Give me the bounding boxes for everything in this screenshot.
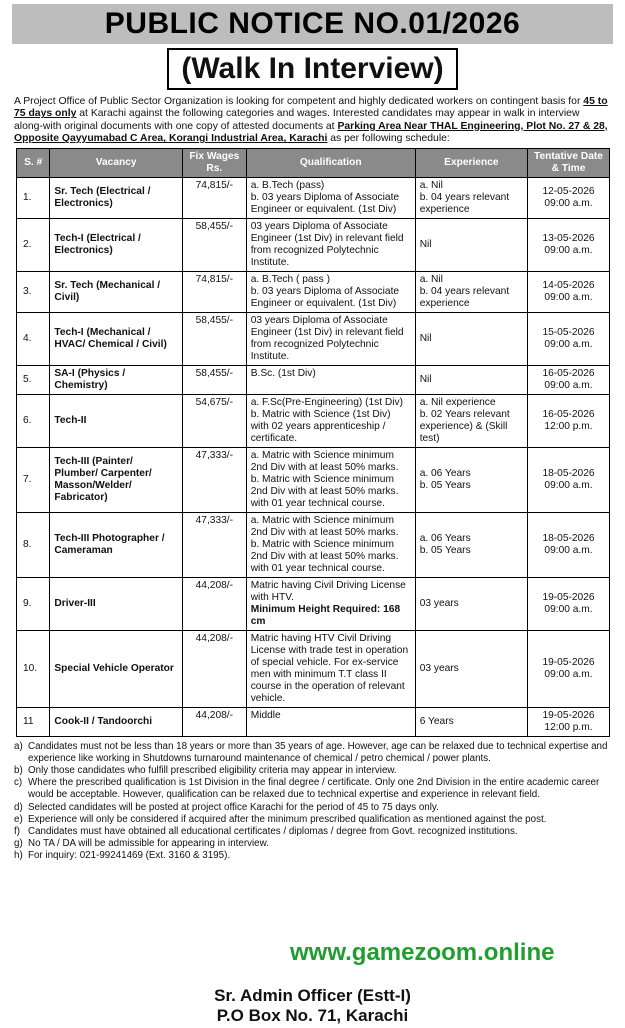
header-experience: Experience (415, 148, 527, 177)
row-date-time (528, 512, 610, 577)
note-key: d) (14, 801, 23, 813)
table-row (17, 630, 610, 707)
note-item (14, 741, 611, 765)
experience-line: b. 02 Years relevant experience) & (Skill test) (419, 408, 510, 444)
qualification-line: a. Matric with Science minimum 2nd Div with at least 50% marks. (250, 449, 399, 473)
qualification-line: Middle (250, 709, 281, 721)
table-row (17, 394, 610, 447)
qualification-line: a. F.Sc(Pre-Engineering) (1st Div) (250, 396, 403, 408)
row-time: 09:00 a.m. (544, 244, 593, 256)
header-qualification: Qualification (246, 148, 415, 177)
qualification-line: a. B.Tech (pass) (250, 179, 325, 191)
row-time: 09:00 a.m. (544, 668, 593, 680)
note-key: e) (14, 813, 23, 825)
row-number: 7. (17, 447, 50, 512)
row-experience (415, 630, 527, 707)
row-date: 19-05-2026 (542, 591, 595, 603)
row-qualification (246, 630, 415, 707)
row-wage: 44,208/- (182, 577, 246, 630)
row-time: 12:00 p.m. (544, 420, 593, 432)
row-vacancy: Cook-II / Tandoorchi (50, 707, 183, 736)
row-qualification (246, 271, 415, 312)
schedule-table (16, 148, 610, 737)
row-time: 12:00 p.m. (544, 721, 593, 733)
row-qualification (246, 447, 415, 512)
experience-line: b. 04 years relevant experience (419, 191, 510, 215)
page-subtitle: (Walk In Interview) (167, 48, 457, 90)
row-wage: 58,455/- (182, 312, 246, 365)
qualification-line: 03 years Diploma of Associate Engineer (1st Div) in relevant field from recognized Polytechnic Institute. (250, 220, 404, 268)
row-qualification (246, 177, 415, 218)
note-text: Experience will only be considered if acquired after the minimum prescribed qualification as mentioned against the post. (28, 813, 547, 825)
note-text: For inquiry: 021-99241469 (Ext. 3160 & 3195). (28, 850, 231, 862)
table-row (17, 177, 610, 218)
row-vacancy: Sr. Tech (Mechanical / Civil) (50, 271, 183, 312)
table-row (17, 218, 610, 271)
table-row (17, 447, 610, 512)
notice-page (0, 4, 625, 1028)
row-vacancy: Driver-III (50, 577, 183, 630)
row-wage: 44,208/- (182, 630, 246, 707)
row-date-time (528, 365, 610, 394)
subtitle-wrap (6, 48, 619, 90)
row-number: 8. (17, 512, 50, 577)
row-number: 5. (17, 365, 50, 394)
watermark-text: www.gamezoom.online (290, 939, 555, 966)
qualification-line: a. B.Tech ( pass ) (250, 273, 330, 285)
note-key: a) (14, 740, 23, 752)
qualification-requirement: Minimum Height Required: 168 cm (250, 603, 401, 627)
row-date-time (528, 447, 610, 512)
row-vacancy: Tech-III (Painter/ Plumber/ Carpenter/ Masson/Welder/ Fabricator) (50, 447, 183, 512)
row-vacancy: SA-I (Physics / Chemistry) (50, 365, 183, 394)
row-time: 09:00 a.m. (544, 338, 593, 350)
qualification-line: 03 years Diploma of Associate Engineer (1st Div) in relevant field from recognized Polytechnic Institute. (250, 314, 404, 362)
row-experience (415, 312, 527, 365)
header-date: Tentative Date & Time (528, 148, 610, 177)
note-item (14, 777, 611, 801)
note-key: f) (14, 826, 20, 838)
qualification-line: b. Matric with Science minimum 2nd Div with at least 50% marks. with 01 year technical course. (250, 473, 399, 509)
note-text: Selected candidates will be posted at project office Karachi for the period of 45 to 75 days only. (28, 801, 439, 813)
row-date-time (528, 394, 610, 447)
row-number: 3. (17, 271, 50, 312)
row-time: 09:00 a.m. (544, 291, 593, 303)
row-experience (415, 394, 527, 447)
row-date: 16-05-2026 (542, 408, 595, 420)
note-text: Where the prescribed qualification is 1st Division in the final degree / certificate. Only one 2nd Division in the entire academic career would be acceptable. However, qualification can be relaxed due to technical expertise and experience in relevant field. (28, 777, 600, 801)
row-date: 16-05-2026 (542, 367, 595, 379)
table-row (17, 707, 610, 736)
intro-text-3: as per following schedule: (327, 133, 450, 145)
intro-duration: 45 to 75 days only (14, 96, 608, 120)
qualification-line: a. Matric with Science minimum 2nd Div with at least 50% marks. (250, 514, 399, 538)
row-vacancy: Tech-III Photographer / Cameraman (50, 512, 183, 577)
row-wage: 74,815/- (182, 177, 246, 218)
row-date-time (528, 312, 610, 365)
row-experience (415, 447, 527, 512)
row-time: 09:00 a.m. (544, 603, 593, 615)
intro-text-2: at Karachi against the following categories and wages. Interested candidates may appear in walk in interview along-with original documents with one copy of attested documents at (14, 108, 580, 132)
row-date: 19-05-2026 (542, 709, 595, 721)
row-vacancy: Tech-II (50, 394, 183, 447)
note-text: Only those candidates who fulfill prescribed eligibility criteria may appear in interview. (28, 765, 397, 777)
qualification-line: b. Matric with Science (1st Div) with 02 years apprenticeship / certificate. (250, 408, 391, 444)
experience-line: Nil (419, 238, 432, 250)
row-number: 11 (17, 707, 50, 736)
note-item (14, 814, 611, 826)
row-number: 9. (17, 577, 50, 630)
experience-line: a. Nil (419, 179, 443, 191)
row-number: 1. (17, 177, 50, 218)
row-qualification (246, 365, 415, 394)
row-qualification (246, 707, 415, 736)
row-date-time (528, 177, 610, 218)
row-time: 09:00 a.m. (544, 197, 593, 209)
row-wage: 44,208/- (182, 707, 246, 736)
experience-line: 03 years (419, 597, 459, 609)
row-vacancy: Tech-I (Mechanical / HVAC/ Chemical / Civil) (50, 312, 183, 365)
row-number: 2. (17, 218, 50, 271)
note-key: b) (14, 765, 23, 777)
row-wage: 47,333/- (182, 512, 246, 577)
row-qualification (246, 577, 415, 630)
note-item (14, 802, 611, 814)
row-date: 18-05-2026 (542, 532, 595, 544)
row-vacancy: Sr. Tech (Electrical / Electronics) (50, 177, 183, 218)
experience-line: b. 04 years relevant experience (419, 285, 510, 309)
row-vacancy: Special Vehicle Operator (50, 630, 183, 707)
row-date: 13-05-2026 (542, 232, 595, 244)
experience-line: a. 06 Years (419, 467, 471, 479)
row-date: 18-05-2026 (542, 467, 595, 479)
row-wage: 47,333/- (182, 447, 246, 512)
row-number: 4. (17, 312, 50, 365)
row-date: 12-05-2026 (542, 185, 595, 197)
row-number: 10. (17, 630, 50, 707)
row-date: 19-05-2026 (542, 656, 595, 668)
row-experience (415, 577, 527, 630)
notes-list (14, 741, 611, 863)
intro-paragraph (14, 96, 611, 146)
row-date: 14-05-2026 (542, 279, 595, 291)
row-wage: 58,455/- (182, 365, 246, 394)
note-item (14, 850, 611, 862)
row-date-time (528, 218, 610, 271)
qualification-line: Matric having Civil Driving License with HTV. (250, 579, 406, 603)
note-text: No TA / DA will be admissible for appearing in interview. (28, 838, 269, 850)
row-number: 6. (17, 394, 50, 447)
footer-officer: Sr. Admin Officer (Estt-I) (214, 986, 411, 1005)
note-text: Candidates must not be less than 18 years or more than 35 years of age. However, age can be relaxed due to technical expertise and experience like working in Shutdowns turnaround maintenance of chemical / petro chemical / power plants. (28, 740, 608, 764)
table-row (17, 577, 610, 630)
experience-line: Nil (419, 332, 432, 344)
row-date: 15-05-2026 (542, 326, 595, 338)
row-experience (415, 177, 527, 218)
note-item (14, 765, 611, 777)
row-experience (415, 512, 527, 577)
table-body (17, 177, 610, 736)
header-sno: S. # (17, 148, 50, 177)
qualification-line: B.Sc. (1st Div) (250, 367, 316, 379)
experience-line: b. 05 Years (419, 479, 471, 491)
note-text: Candidates must have obtained all educational certificates / diplomas / degree from Govt. recognized institutions. (28, 826, 518, 838)
row-wage: 74,815/- (182, 271, 246, 312)
qualification-line: Matric having HTV Civil Driving License with trade test in operation of special vehicle. For ex-service men with minimum T.T class II course in the operation of relevant vehicle. (250, 632, 409, 704)
table-header-row (17, 148, 610, 177)
title-bar (12, 4, 613, 44)
row-time: 09:00 a.m. (544, 379, 593, 391)
note-key: c) (14, 777, 23, 789)
footer-address: P.O Box No. 71, Karachi (216, 1006, 409, 1025)
row-experience (415, 271, 527, 312)
experience-line: 6 Years (419, 715, 454, 727)
row-experience (415, 218, 527, 271)
note-item (14, 826, 611, 838)
row-time: 09:00 a.m. (544, 479, 593, 491)
qualification-line: b. 03 years Diploma of Associate Engineer or equivalent. (1st Div) (250, 285, 400, 309)
experience-line: 03 years (419, 662, 459, 674)
row-experience (415, 707, 527, 736)
row-qualification (246, 218, 415, 271)
header-vacancy: Vacancy (50, 148, 183, 177)
row-time: 09:00 a.m. (544, 544, 593, 556)
table-row (17, 312, 610, 365)
qualification-line: b. Matric with Science minimum 2nd Div with at least 50% marks. with 01 year technical course. (250, 538, 399, 574)
table-row (17, 365, 610, 394)
row-wage: 54,675/- (182, 394, 246, 447)
row-date-time (528, 630, 610, 707)
experience-line: Nil (419, 373, 432, 385)
table-row (17, 271, 610, 312)
row-qualification (246, 394, 415, 447)
row-vacancy: Tech-I (Electrical / Electronics) (50, 218, 183, 271)
row-experience (415, 365, 527, 394)
intro-venue: Parking Area Near THAL Engineering, Plot No. 27 & 28, Opposite Qayyumabad C Area, Korangi Industrial Area, Karachi (14, 120, 608, 145)
experience-line: a. Nil (419, 273, 443, 285)
intro-text-1: A Project Office of Public Sector Organization is looking for competent and highly dedicated workers on contingent basis for (14, 96, 584, 107)
row-qualification (246, 312, 415, 365)
page-title: PUBLIC NOTICE NO.01/2026 (104, 7, 521, 40)
row-date-time (528, 707, 610, 736)
note-key: g) (14, 838, 23, 850)
row-date-time (528, 271, 610, 312)
footer (0, 986, 625, 1026)
row-wage: 58,455/- (182, 218, 246, 271)
table-row (17, 512, 610, 577)
experience-line: b. 05 Years (419, 544, 471, 556)
experience-line: a. Nil experience (419, 396, 496, 408)
row-date-time (528, 577, 610, 630)
experience-line: a. 06 Years (419, 532, 471, 544)
note-item (14, 838, 611, 850)
row-qualification (246, 512, 415, 577)
note-key: h) (14, 850, 23, 862)
qualification-line: b. 03 years Diploma of Associate Engineer or equivalent. (1st Div) (250, 191, 400, 215)
header-wages: Fix Wages Rs. (182, 148, 246, 177)
